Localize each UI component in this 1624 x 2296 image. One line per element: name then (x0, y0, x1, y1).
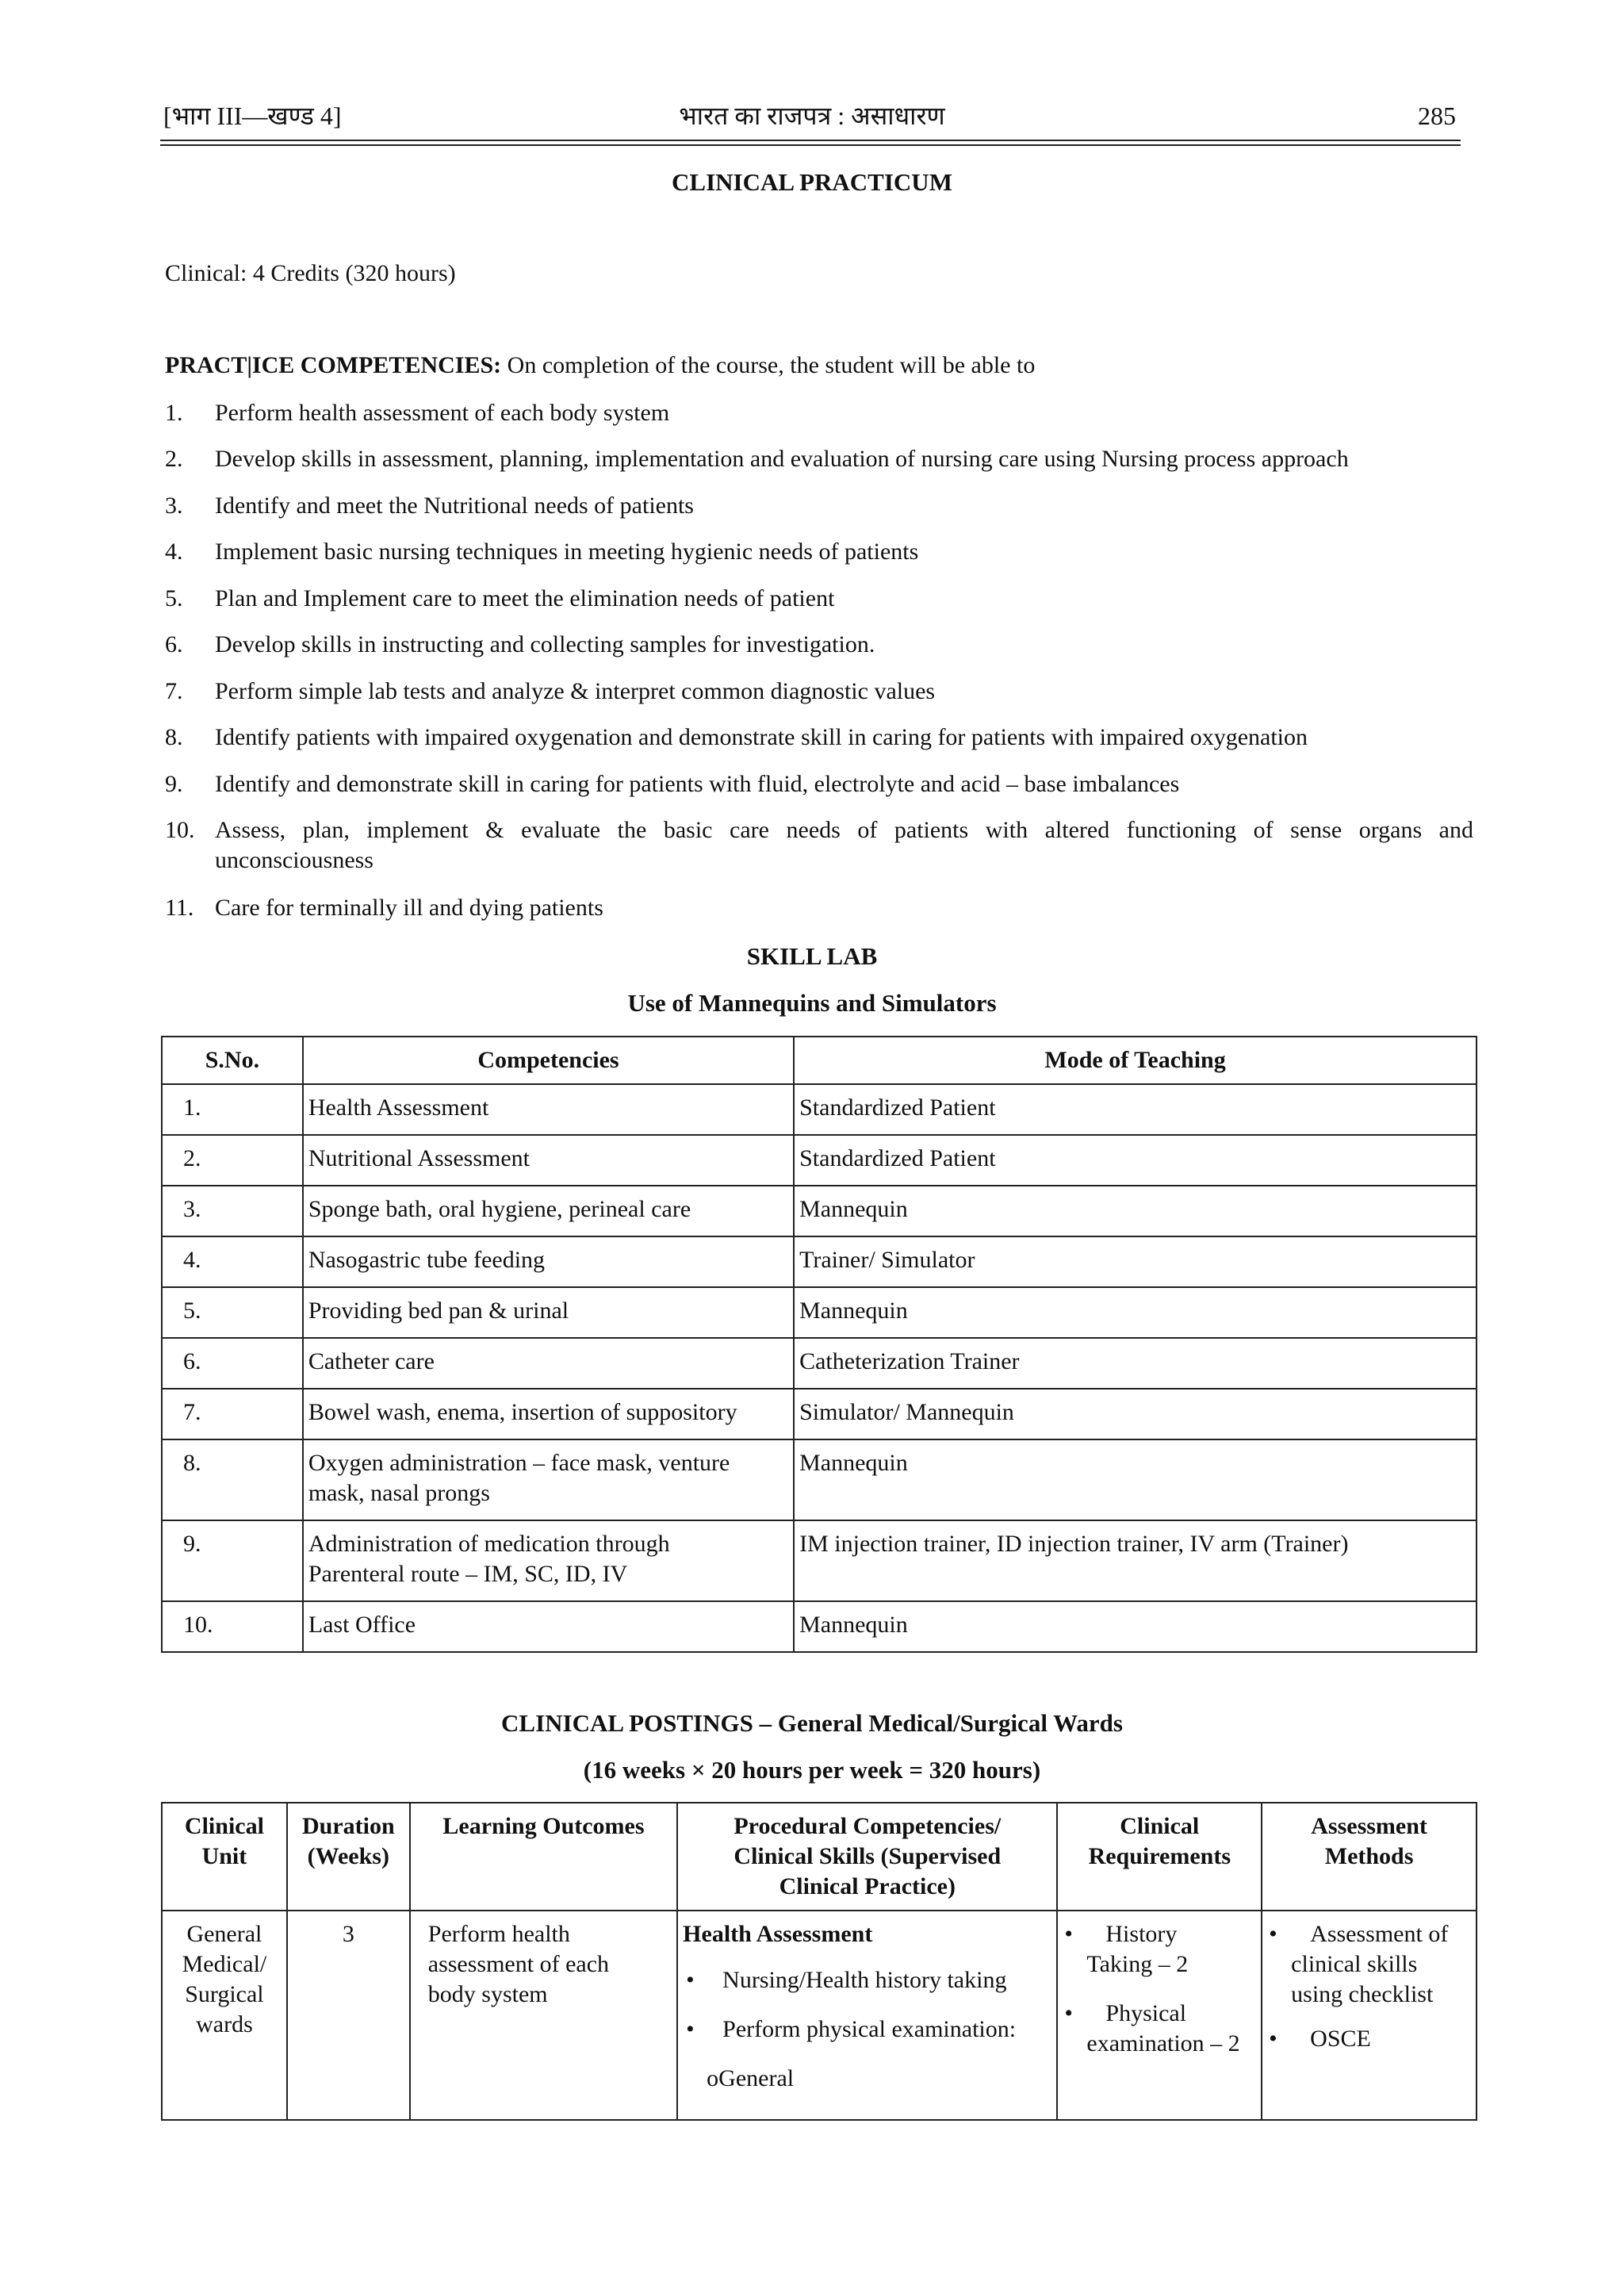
skill-lab-title: SKILL LAB (746, 942, 878, 970)
list-number: 4. (165, 539, 183, 565)
cell-line: General (186, 1921, 262, 1947)
header-line: Duration (301, 1813, 395, 1839)
sub-list-item (683, 2064, 1051, 2094)
list-text (215, 815, 1473, 876)
header-line: Clinical Practice) (779, 1873, 956, 1899)
skills-heading: Health Assessment (683, 1921, 873, 1947)
table-row (162, 1389, 1477, 1439)
competency-cell: Bowel wash, enema, insertion of suppository (303, 1389, 794, 1439)
list-number: 11. (165, 895, 194, 921)
column-header: Learning Outcomes (410, 1803, 677, 1911)
bullet-icon: • (1064, 1921, 1073, 1947)
learning-outcomes-cell (410, 1911, 677, 2120)
serial-cell: 6. (162, 1338, 303, 1389)
header-rule-top (160, 140, 1461, 141)
list-text: Nursing/Health history taking (722, 1967, 1007, 1993)
cell-line: Surgical (185, 1981, 264, 2007)
list-text: OSCE (1310, 2026, 1371, 2052)
cell-line: Administration of medication through (308, 1531, 670, 1557)
list-item (683, 1965, 1051, 1995)
assessment-methods-cell (1262, 1911, 1477, 2120)
table-row (162, 1236, 1477, 1287)
list-text: Identify and demonstrate skill in caring for patients with fluid, electrolyte and acid – base imbalances (215, 771, 1180, 797)
table-row (162, 1186, 1477, 1236)
competency-cell: Nasogastric tube feeding (303, 1236, 794, 1287)
list-text-line: Assess, plan, implement & evaluate the basic care needs of patients with altered functioning of sense organs and (215, 817, 1473, 843)
bullet-icon: • (1064, 2000, 1073, 2026)
serial-cell: 7. (162, 1389, 303, 1439)
page-title: CLINICAL PRACTICUM (672, 168, 952, 196)
competencies-heading: PRACT|ICE COMPETENCIES: (165, 352, 502, 378)
table-row (162, 1084, 1477, 1135)
skill-lab-table (161, 1036, 1477, 1653)
list-number: 9. (165, 771, 183, 797)
clinical-requirements-cell (1057, 1911, 1262, 2120)
list-text: Plan and Implement care to meet the elimination needs of patient (215, 585, 835, 611)
list-text: Taking – 2 (1086, 1951, 1189, 1977)
mode-cell: Mannequin (794, 1287, 1477, 1338)
clinical-credits: Clinical: 4 Credits (320 hours) (165, 260, 456, 286)
mode-cell: Mannequin (794, 1439, 1477, 1520)
serial-cell: 8. (162, 1439, 303, 1520)
competency-cell (303, 1520, 794, 1601)
list-item (1267, 2024, 1471, 2054)
cell-line: body system (427, 1981, 548, 2007)
list-text: using checklist (1291, 1981, 1434, 2007)
table-header-row (162, 1803, 1477, 1911)
competency-cell (303, 1439, 794, 1520)
list-text: Perform health assessment of each body system (215, 400, 670, 426)
bullet-icon: • (1269, 1921, 1277, 1947)
list-text: History (1105, 1921, 1178, 1947)
running-header-section: [भाग III—खण्ड 4] (163, 102, 342, 130)
list-text: Identify patients with impaired oxygenation and demonstrate skill in caring for patients with impaired oxygenation (215, 724, 1308, 750)
list-number: 7. (165, 678, 183, 704)
list-text: Perform simple lab tests and analyze & interpret common diagnostic values (215, 678, 936, 704)
competency-cell: Sponge bath, oral hygiene, perineal care (303, 1186, 794, 1236)
mode-cell: Standardized Patient (794, 1135, 1477, 1186)
mode-cell: IM injection trainer, ID injection trainer, IV arm (Trainer) (794, 1520, 1477, 1601)
table-row (162, 1911, 1477, 2120)
serial-cell: 2. (162, 1135, 303, 1186)
list-text: Physical (1105, 2000, 1187, 2026)
serial-cell: 10. (162, 1601, 303, 1652)
list-number: 10. (165, 817, 195, 843)
column-header (162, 1803, 287, 1911)
header-line: Assessment (1311, 1813, 1427, 1839)
table-row (162, 1135, 1477, 1186)
competencies-intro (165, 351, 1473, 381)
clinical-postings-subtitle: (16 weeks × 20 hours per week = 320 hours) (583, 1756, 1041, 1784)
header-line: Methods (1324, 1843, 1414, 1869)
column-header: Competencies (303, 1037, 794, 1084)
list-item (1063, 1919, 1256, 1980)
running-header-title: भारत का राजपत्र : असाधारण (679, 102, 945, 130)
table-row (162, 1287, 1477, 1338)
column-header (287, 1803, 410, 1911)
header-line: (Weeks) (307, 1843, 389, 1869)
competencies-intro-text: On completion of the course, the student will be able to (501, 352, 1036, 378)
column-header: Mode of Teaching (794, 1037, 1477, 1084)
table-row (162, 1439, 1477, 1520)
competency-cell: Nutritional Assessment (303, 1135, 794, 1186)
mode-cell: Standardized Patient (794, 1084, 1477, 1135)
bullet-icon: • (1269, 2026, 1277, 2052)
mode-cell: Trainer/ Simulator (794, 1236, 1477, 1287)
list-number: 1. (165, 400, 183, 426)
mode-cell: Catheterization Trainer (794, 1338, 1477, 1389)
list-text-line: unconsciousness (215, 847, 373, 873)
mode-cell: Simulator/ Mannequin (794, 1389, 1477, 1439)
list-item (1267, 1919, 1471, 2010)
cell-line: assessment of each (427, 1951, 610, 1977)
cell-line: Perform health (427, 1921, 570, 1947)
bullet-icon: • (686, 1967, 695, 1993)
header-line: Requirements (1088, 1843, 1231, 1869)
column-header (677, 1803, 1057, 1911)
list-number: 3. (165, 493, 183, 519)
list-number: 2. (165, 446, 183, 472)
list-number: 8. (165, 724, 183, 750)
skill-lab-subtitle: Use of Mannequins and Simulators (627, 989, 997, 1017)
cell-line: Oxygen administration – face mask, venture (308, 1450, 730, 1476)
page-number: 285 (1418, 102, 1456, 130)
header-line: Clinical (184, 1813, 264, 1839)
list-text: Identify and meet the Nutritional needs of patients (215, 493, 694, 519)
mode-cell: Mannequin (794, 1601, 1477, 1652)
competency-cell: Last Office (303, 1601, 794, 1652)
competency-cell: Catheter care (303, 1338, 794, 1389)
duration-cell: 3 (287, 1911, 410, 2120)
cell-line: mask, nasal prongs (308, 1480, 490, 1506)
competency-cell: Providing bed pan & urinal (303, 1287, 794, 1338)
serial-cell: 3. (162, 1186, 303, 1236)
serial-cell: 5. (162, 1287, 303, 1338)
column-header (1262, 1803, 1477, 1911)
serial-cell: 1. (162, 1084, 303, 1135)
list-number: 6. (165, 631, 183, 657)
header-line: Clinical Skills (Supervised (733, 1843, 1002, 1869)
serial-cell: 9. (162, 1520, 303, 1601)
column-header (1057, 1803, 1262, 1911)
cell-line: Parenteral route – IM, SC, ID, IV (308, 1561, 628, 1587)
table-row (162, 1601, 1477, 1652)
list-text: Care for terminally ill and dying patients (215, 895, 603, 921)
competency-cell: Health Assessment (303, 1084, 794, 1135)
list-item (1063, 1999, 1256, 2059)
bullet-icon: • (686, 2016, 695, 2042)
header-rule-bottom (160, 144, 1461, 146)
mode-cell: Mannequin (794, 1186, 1477, 1236)
clinical-unit-cell (162, 1911, 287, 2120)
table-header-row (162, 1037, 1477, 1084)
list-text: Assessment of (1310, 1921, 1449, 1947)
list-item (683, 2014, 1051, 2045)
cell-line: Medical/ (182, 1951, 267, 1977)
header-line: Procedural Competencies/ (733, 1813, 1002, 1839)
table-row (162, 1338, 1477, 1389)
list-text: examination – 2 (1086, 2030, 1240, 2056)
column-header: S.No. (162, 1037, 303, 1084)
list-text: Implement basic nursing techniques in meeting hygienic needs of patients (215, 539, 919, 565)
circle-bullet-icon: o (707, 2065, 719, 2091)
list-text: Develop skills in instructing and collecting samples for investigation. (215, 631, 875, 657)
table-row (162, 1520, 1477, 1601)
list-text: Perform physical examination: (722, 2016, 1017, 2042)
cell-line: wards (196, 2011, 253, 2037)
clinical-postings-title: CLINICAL POSTINGS – General Medical/Surgical Wards (501, 1709, 1123, 1737)
list-text: General (718, 2065, 795, 2091)
serial-cell: 4. (162, 1236, 303, 1287)
header-line: Unit (201, 1843, 247, 1869)
header-line: Clinical (1120, 1813, 1200, 1839)
list-text: clinical skills (1291, 1951, 1418, 1977)
procedural-skills-cell (677, 1911, 1057, 2120)
list-number: 5. (165, 585, 183, 611)
list-text: Develop skills in assessment, planning, implementation and evaluation of nursing care using Nursing process approach (215, 446, 1349, 472)
clinical-postings-table (161, 1802, 1477, 2121)
